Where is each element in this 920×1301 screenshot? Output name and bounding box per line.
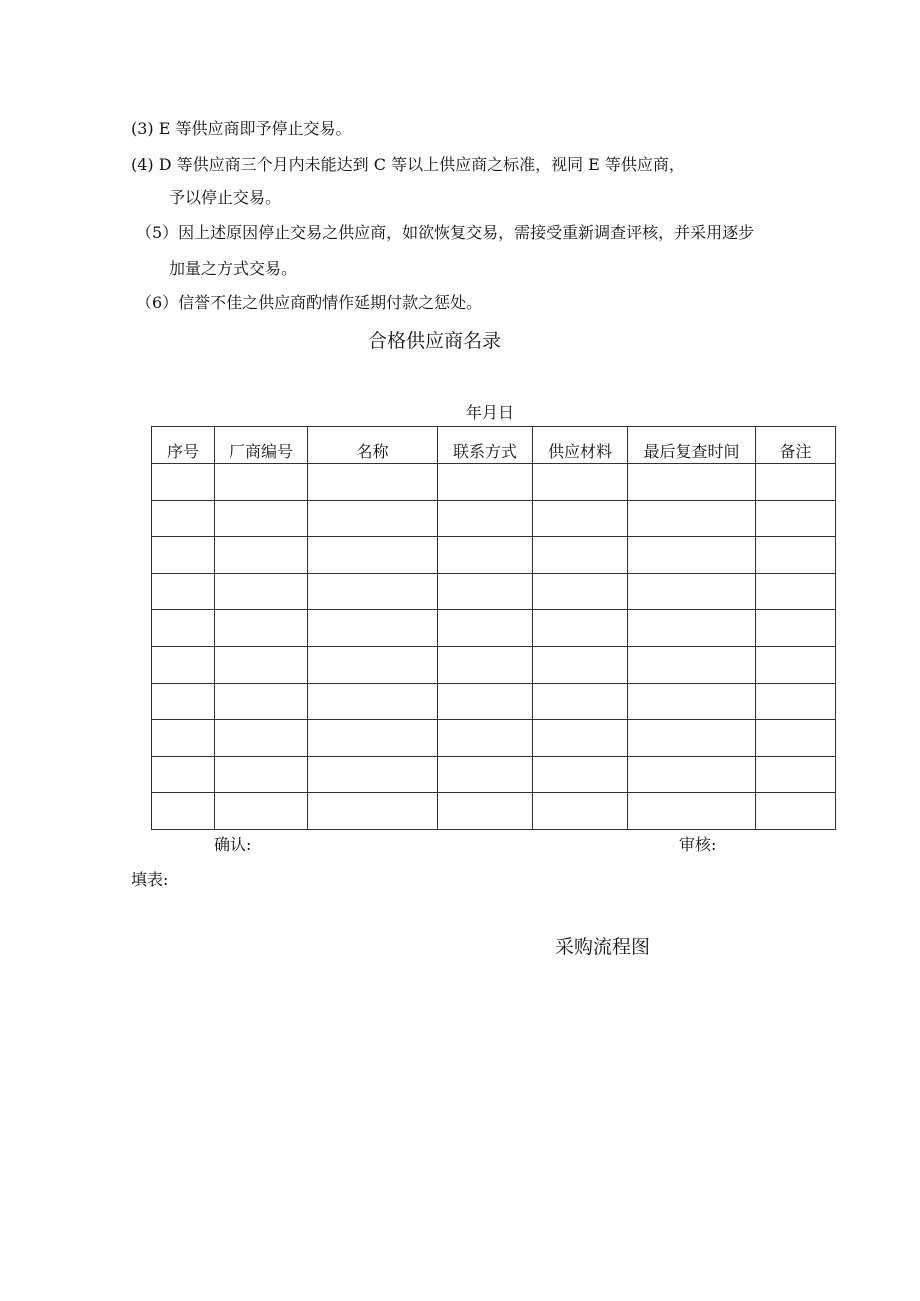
table-cell (308, 683, 438, 720)
rule-item-4-continued: 予以停止交易。 (169, 188, 282, 207)
rule-item-6: （6）信誉不佳之供应商酌情作延期付款之惩处。 (136, 293, 483, 312)
table-cell (533, 756, 628, 793)
table-row (152, 500, 836, 537)
supplier-table (151, 426, 836, 830)
table-cell (215, 537, 308, 574)
table-row (152, 464, 836, 501)
table-cell (215, 646, 308, 683)
table-cell (308, 756, 438, 793)
table-cell (215, 756, 308, 793)
table-cell (533, 646, 628, 683)
table-cell (438, 793, 533, 830)
table-cell (152, 720, 215, 757)
table-cell (438, 610, 533, 647)
flowchart-title: 采购流程图 (555, 936, 651, 958)
header-remarks: 备注 (756, 427, 836, 464)
rule-item-3: (3) E 等供应商即予停止交易。 (131, 119, 352, 138)
table-cell (756, 610, 836, 647)
confirm-label: 确认: (214, 835, 252, 854)
header-contact: 联系方式 (438, 427, 533, 464)
table-cell (756, 500, 836, 537)
rule-item-5: （5）因上述原因停止交易之供应商，如欲恢复交易，需接受重新调查评核，并采用逐步 (136, 223, 755, 242)
table-header-row (152, 427, 836, 464)
table-cell (152, 464, 215, 501)
table-cell (308, 610, 438, 647)
table-cell (438, 756, 533, 793)
table-cell (215, 683, 308, 720)
table-cell (152, 500, 215, 537)
table-row (152, 720, 836, 757)
table-cell (533, 610, 628, 647)
table-cell (215, 793, 308, 830)
table-cell (438, 573, 533, 610)
supplier-list-title: 合格供应商名录 (368, 330, 502, 352)
filler-label: 填表: (131, 870, 169, 889)
table-cell (308, 537, 438, 574)
table-cell (152, 573, 215, 610)
table-cell (756, 537, 836, 574)
table-cell (215, 500, 308, 537)
header-serial-number: 序号 (152, 427, 215, 464)
table-row (152, 793, 836, 830)
header-vendor-code: 厂商编号 (215, 427, 308, 464)
header-supplied-material: 供应材料 (533, 427, 628, 464)
table-cell (533, 793, 628, 830)
table-cell (756, 720, 836, 757)
table-cell (215, 720, 308, 757)
table-cell (215, 610, 308, 647)
table-cell (308, 646, 438, 683)
rule-item-5-continued: 加量之方式交易。 (169, 259, 298, 278)
table-cell (308, 793, 438, 830)
table-cell (628, 573, 756, 610)
table-cell (152, 610, 215, 647)
table-cell (756, 464, 836, 501)
table-row (152, 646, 836, 683)
table-cell (628, 756, 756, 793)
table-cell (438, 464, 533, 501)
table-cell (756, 646, 836, 683)
table-row (152, 573, 836, 610)
table-cell (438, 646, 533, 683)
table-row (152, 610, 836, 647)
header-last-review-time: 最后复查时间 (628, 427, 756, 464)
table-cell (628, 646, 756, 683)
table-cell (533, 720, 628, 757)
table-cell (533, 464, 628, 501)
table-cell (152, 756, 215, 793)
table-cell (438, 537, 533, 574)
date-label: 年月日 (466, 403, 515, 422)
table-cell (756, 683, 836, 720)
review-label: 审核: (679, 835, 717, 854)
header-name: 名称 (308, 427, 438, 464)
table-cell (756, 573, 836, 610)
table-cell (215, 464, 308, 501)
table-cell (152, 646, 215, 683)
table-cell (438, 683, 533, 720)
table-cell (756, 793, 836, 830)
table-cell (628, 793, 756, 830)
table-row (152, 537, 836, 574)
table-cell (533, 500, 628, 537)
table-cell (628, 500, 756, 537)
table-row (152, 756, 836, 793)
table-cell (308, 573, 438, 610)
table-cell (533, 573, 628, 610)
table-cell (438, 500, 533, 537)
rule-item-4: (4) D 等供应商三个月内未能达到 C 等以上供应商之标准，视同 E 等供应商， (131, 155, 685, 174)
table-cell (308, 720, 438, 757)
table-cell (152, 683, 215, 720)
table-cell (438, 720, 533, 757)
table-cell (308, 500, 438, 537)
table-cell (628, 610, 756, 647)
table-cell (756, 756, 836, 793)
table-row (152, 683, 836, 720)
table-cell (308, 464, 438, 501)
table-cell (215, 573, 308, 610)
table-cell (628, 720, 756, 757)
table-cell (628, 683, 756, 720)
table-cell (628, 537, 756, 574)
table-cell (533, 537, 628, 574)
table-cell (152, 537, 215, 574)
table-cell (152, 793, 215, 830)
table-cell (533, 683, 628, 720)
table-cell (628, 464, 756, 501)
